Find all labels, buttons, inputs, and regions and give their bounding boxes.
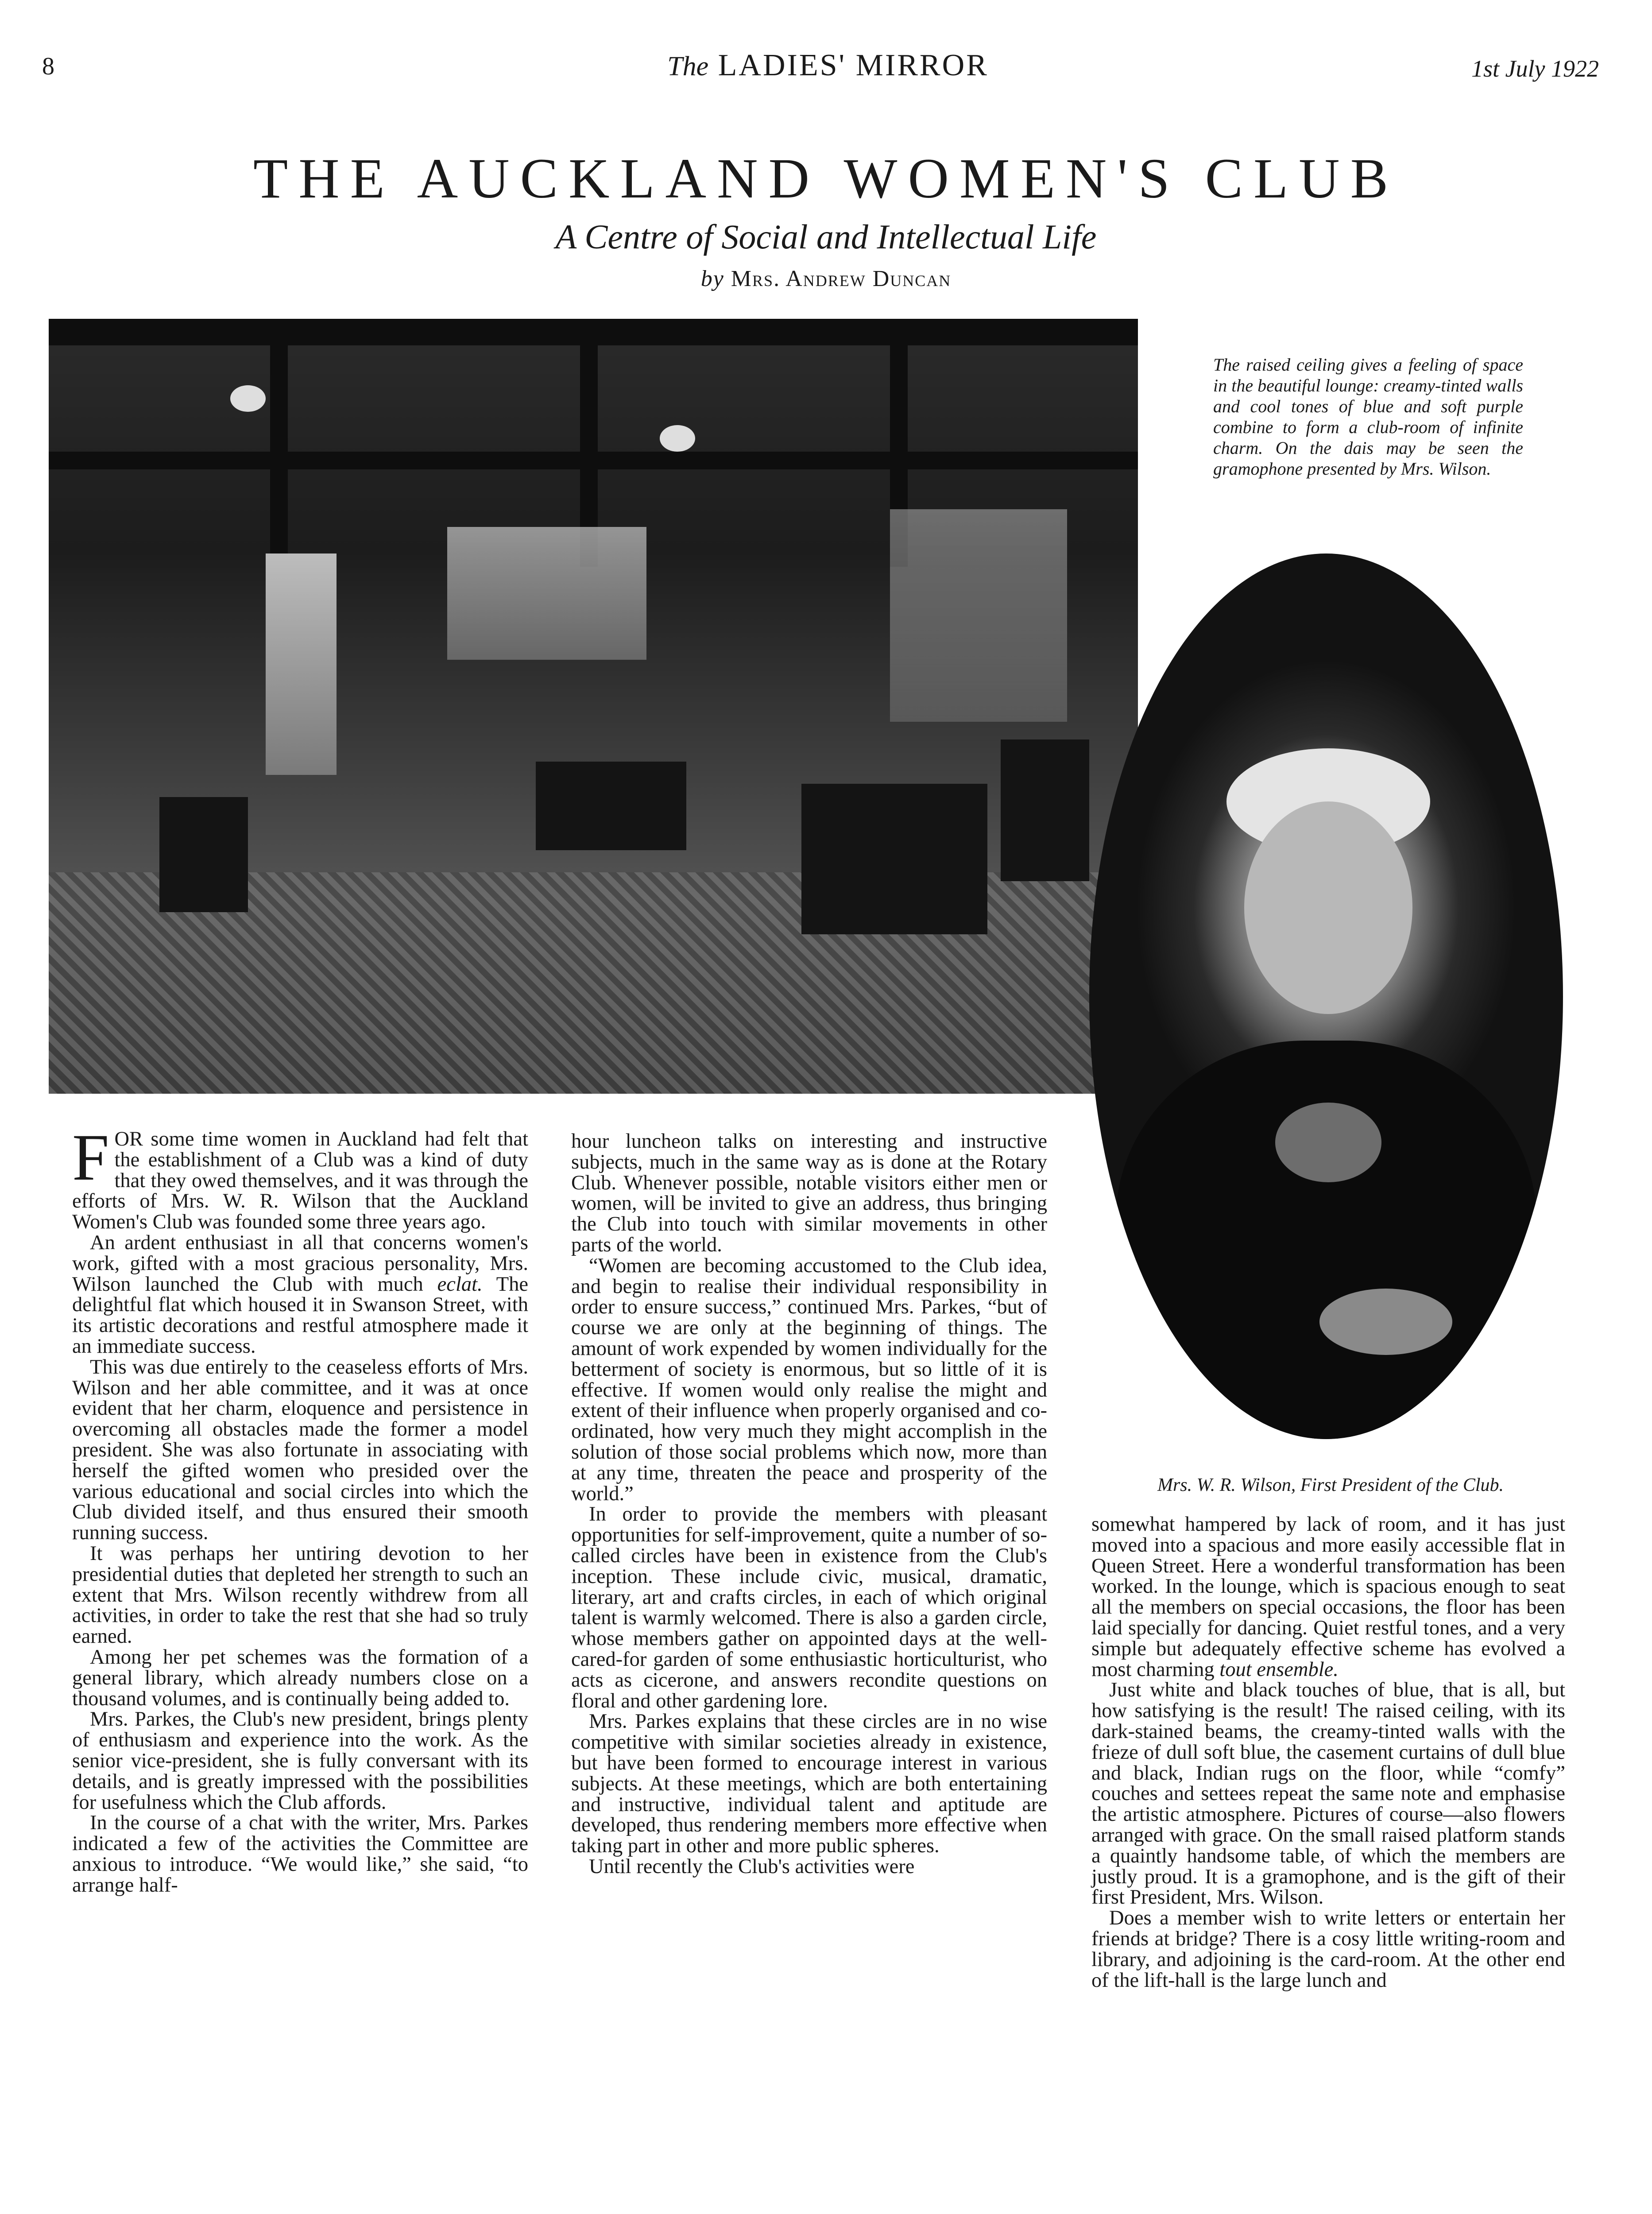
masthead-prefix: The (667, 51, 709, 81)
drop-cap: F (72, 1121, 109, 1194)
portrait-dress (1116, 1041, 1536, 1439)
paragraph: It was perhaps her untiring devotion to her presidential duties that depleted her strength to such an extent that Mrs. Wilson recently withdrew from all activities, in order to take the rest that she had so truly earned. (72, 1542, 528, 1648)
byline (0, 266, 1652, 292)
article-column-3 (1091, 1514, 1565, 1991)
ceiling-lamp (230, 385, 266, 412)
paragraph: Mrs. Parkes explains that these circles are in no wise competitive with similar societies already in existence, but have been formed to encourage interest in various subjects. At these meetings, which are both entertaining and instructive, individual talent and aptitude are developed, thus rendering members more effective when taking part in other and more public spheres. (571, 1710, 1047, 1858)
italic-phrase: eclat. (437, 1273, 483, 1296)
paragraph: In order to provide the members with pleasant opportunities for self-improvement, quite a number of so-called circles have been in existence from the Club's inception. These include civic, musical, dramatic, literary, art and crafts circles, in each of which original talent is warmly welcomed. There is also a garden circle, whose members gather on appointed days at the well-cared-for garden of some enthusiastic horticulturist, who acts as cicerone, and answers recondite questions on floral and other gardening lore. (571, 1503, 1047, 1712)
paragraph: Just white and black touches of blue, that is all, but how satisfying is the result! The raised ceiling, with its dark-stained beams, the creamy-tinted walls with the frieze of dull soft blue, the casement curtains of dull blue and black, Indian rugs on the floor, while “comfy” couches and settees repeat the same note and emphasise the artistic atmosphere. Pictures of course—also flowers arranged with grace. On the small raised platform stands a quaintly handsome table, of which the members are justly proud. It is a gramophone, and is the gift of their first President, Mrs. Wilson. (1091, 1679, 1565, 1909)
paragraph: This was due entirely to the ceaseless efforts of Mrs. Wilson and her able committee, and it was at once evident that her charm, eloquence and persistence in overcoming all obstacles made the former a model president. She was also fortunate in associating with herself the gifted women who presided over the various educational and social circles into which the Club divided itself, and thus ensured their smooth running success. (72, 1355, 528, 1544)
armchair (159, 797, 248, 912)
portrait-corsage (1275, 1103, 1381, 1182)
ceiling-beam (270, 319, 288, 567)
article-title: THE AUCKLAND WOMEN'S CLUB (253, 147, 1399, 210)
paragraph: “Women are becoming accustomed to the Club idea, and begin to realise their individual responsibility in order to ensure success,” continued Mrs. Parkes, “but of course we are only at the beginning of things. The amount of work expended by women individually for the betterment of society is enormous, but so little of it is effective. If women would only realise the might and extent of their influence when properly organised and co-ordinated, how very much they might accomplish in the solution of those social problems which now, more than at any time, threaten the peace and prosperity of the world.” (571, 1254, 1047, 1505)
portrait-hands (1319, 1289, 1452, 1355)
ceiling-lamp (660, 425, 695, 452)
curtained-window (266, 554, 337, 775)
byline-prefix: by (700, 266, 724, 291)
paragraph: hour luncheon talks on interesting and instructive subjects, much in the same way as is done at the Rotary Club. Whenever possible, notable visitors either men or women, will be invited to give an address, thus bringing the Club into touch with similar movements in other parts of the world. (571, 1130, 1047, 1256)
curtained-window (447, 527, 646, 660)
issue-date: 1st July 1922 (1471, 55, 1599, 82)
page-number: 8 (42, 53, 54, 80)
paragraph: In the course of a chat with the writer, Mrs. Parkes indicated a few of the activities the Committee are anxious to introduce. “We would like,” she said, “to arrange half- (72, 1811, 528, 1897)
italic-phrase: tout ensemble. (1219, 1658, 1339, 1681)
table (1001, 739, 1089, 881)
portrait-caption: Mrs. W. R. Wilson, First President of the Club. (1157, 1475, 1504, 1495)
portrait-photograph (1089, 554, 1563, 1439)
article-column-1 (72, 1121, 528, 1897)
paragraph (72, 1233, 528, 1357)
paragraph-text: An ardent enthusiast in all that concerns women's work, gifted with a most gracious personality, Mrs. Wilson launched the Club with much (72, 1231, 528, 1296)
paragraph: Does a member wish to write letters or entertain her friends at bridge? There is a cosy little writing-room and library, and adjoining is the card-room. At the other end of the lift-hall is the large lunch and (1091, 1907, 1565, 1992)
masthead (531, 48, 1125, 83)
paragraph-text: The delightful flat which housed it in Swanson Street, with its artistic decorations and restful atmosphere made it an immediate success. (72, 1273, 528, 1358)
curtained-window (890, 509, 1067, 722)
photo-caption: The raised ceiling gives a feeling of space in the beautiful lounge: creamy-tinted walls and cool tones of blue and soft purple combine to form a club-room of infinite charm. On the dais may be seen the gramophone presented by Mrs. Wilson. (1213, 355, 1523, 479)
article-column-2 (571, 1131, 1047, 1877)
paragraph (72, 1121, 528, 1234)
lounge-photograph (49, 319, 1138, 1094)
paragraph: Among her pet schemes was the formation of a general library, which already numbers close on a thousand volumes, and is continually being added to. (72, 1645, 528, 1710)
masthead-title: LADIES' MIRROR (718, 48, 989, 82)
article-subtitle: A Centre of Social and Intellectual Life (555, 217, 1097, 256)
paragraph: Until recently the Club's activities were (589, 1855, 915, 1878)
paragraph-text: somewhat hampered by lack of room, and it has just moved into a spacious and more easily accessible flat in Queen Street. Here a wonderful transformation has been worked. In the lounge, which is spacious enough to seat all the members on special occasions, the floor has been laid specially for dancing. Quiet restful tones, and a very simple but adequately effective scheme has evolved a most charming (1091, 1513, 1565, 1681)
settee (536, 762, 686, 850)
portrait-face (1244, 801, 1412, 1014)
paragraph: Mrs. Parkes, the Club's new president, brings plenty of enthusiasm and experience into the work. As the senior vice-president, she is fully conversant with its details, and is greatly impressed with the possibilities for usefulness which the Club affords. (72, 1708, 528, 1814)
byline-author: Mrs. Andrew Duncan (731, 266, 952, 291)
paragraph (1091, 1514, 1565, 1680)
paragraph-text: OR some time women in Auckland had felt that the establishment of a Club was a kind of duty that they owed themselves, and it was through the efforts of Mrs. W. R. Wilson that the Auckland Women's Club was founded some three years ago. (72, 1128, 528, 1234)
armchair (801, 784, 987, 934)
